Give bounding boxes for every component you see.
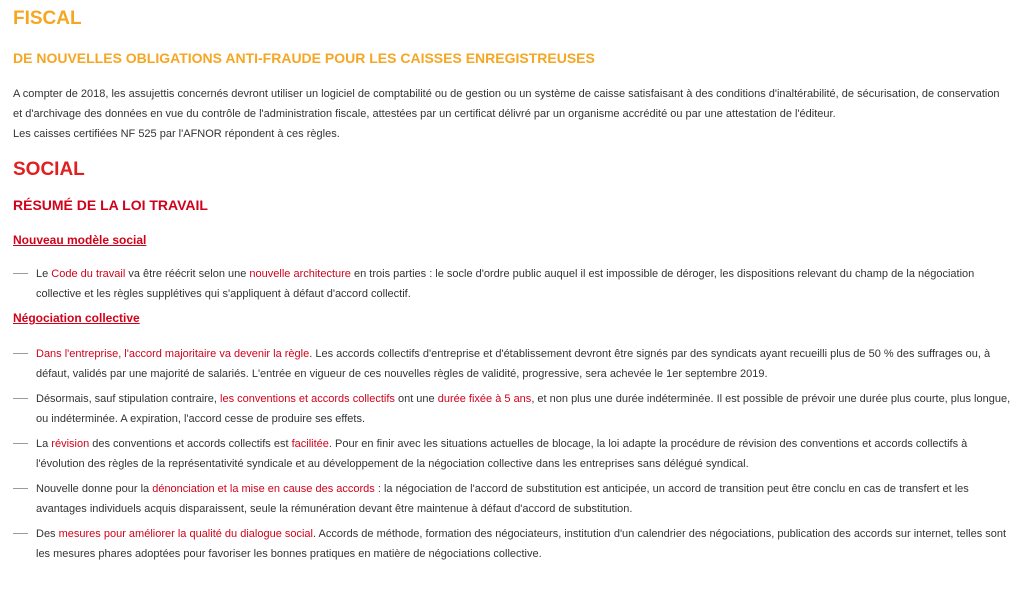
- negociation-collective-list: [13, 344, 1011, 564]
- highlight-text: mesures pour améliorer la qualité du dialogue social: [58, 528, 313, 540]
- highlight-text: nouvelle architecture: [249, 268, 351, 280]
- section-heading-nouveau-modele-social: Nouveau modèle social: [13, 233, 147, 247]
- list-item: Désormais, sauf stipulation contraire, les conventions et accords collectifs ont une durée fixée à 5 ans, et non plus une durée indéterminée. Il est possible de prévoir une durée plus courte, plus longue, ou indéterminée. A expiration, l'accord cesse de produire ses effets.: [13, 389, 1011, 429]
- list-item: Des mesures pour améliorer la qualité du dialogue social. Accords de méthode, formation des négociateurs, institution d'un calendrier des négociations, publication des accords sur internet, telles sont les mesures phares adoptées pour favoriser les bonnes pratiques en matière de négociations collective.: [13, 524, 1011, 564]
- dash-bullet-icon: [13, 488, 28, 489]
- dash-bullet-icon: [13, 398, 28, 399]
- social-subtitle: RÉSUMÉ DE LA LOI TRAVAIL: [13, 197, 208, 213]
- fiscal-title: FISCAL: [13, 8, 82, 29]
- highlight-text: révision: [51, 438, 90, 450]
- fiscal-paragraph: A compter de 2018, les assujettis concernés devront utiliser un logiciel de comptabilité ou de gestion ou un système de caisse satisfaisant à des conditions d'inaltérabilité, de sécurisation, de conservation et d'archivage des données en vue du contrôle de l'administration fiscale, attestées par un certificat délivré par un organisme accrédité ou par une attestation de l'éditeur.: [13, 88, 1000, 120]
- highlight-text: les conventions et accords collectifs: [220, 393, 395, 405]
- highlight-text: Code du travail: [51, 268, 126, 280]
- fiscal-subtitle: DE NOUVELLES OBLIGATIONS ANTI-FRAUDE POUR LES CAISSES ENREGISTREUSES: [13, 50, 595, 66]
- social-title: SOCIAL: [13, 159, 85, 180]
- highlight-text: durée fixée à 5 ans: [437, 393, 532, 405]
- dash-bullet-icon: [13, 353, 28, 354]
- dash-bullet-icon: [13, 273, 28, 274]
- section-heading-negociation-collective: Négociation collective: [13, 311, 140, 325]
- fiscal-note: Les caisses certifiées NF 525 par l'AFNOR répondent à ces règles.: [13, 128, 340, 140]
- highlight-text: dénonciation et la mise en cause des accords: [152, 483, 375, 495]
- list-item: Dans l'entreprise, l'accord majoritaire va devenir la règle. Les accords collectifs d'entreprise et d'établissement devront être signés par des syndicats ayant recueilli plus de 50 % des suffrages ou, à défaut, validés par une majorité de salariés. L'entrée en vigueur de ces nouvelles règles de validité, progressive, sera achevée le 1er septembre 2019.: [13, 344, 1011, 384]
- dash-bullet-icon: [13, 533, 28, 534]
- list-item: La révision des conventions et accords collectifs est facilitée. Pour en finir avec les situations actuelles de blocage, la loi adapte la procédure de révision des conventions et accords collectifs à l'évolution des règles de la représentativité syndicale et au développement de la négociation collective dans les entreprises sans délégué syndical.: [13, 434, 1011, 474]
- dash-bullet-icon: [13, 443, 28, 444]
- nouveau-modele-social-list: [13, 264, 1011, 304]
- list-item: Le Code du travail va être réécrit selon une nouvelle architecture en trois parties : le socle d'ordre public auquel il est impossible de déroger, les dispositions relevant du champ de la négociation collective et les règles supplétives qui s'appliquent à défaut d'accord collectif.: [13, 264, 1011, 304]
- list-item: Nouvelle donne pour la dénonciation et la mise en cause des accords : la négociation de l'accord de substitution est anticipée, un accord de transition peut être conclu en cas de transfert et les avantages individuels acquis disparaissent, seule la rémunération devant être maintenue à défaut d'accord de substitution.: [13, 479, 1011, 519]
- highlight-text: Dans l'entreprise, l'accord majoritaire va devenir la règle: [36, 348, 310, 360]
- highlight-text: facilitée: [291, 438, 329, 450]
